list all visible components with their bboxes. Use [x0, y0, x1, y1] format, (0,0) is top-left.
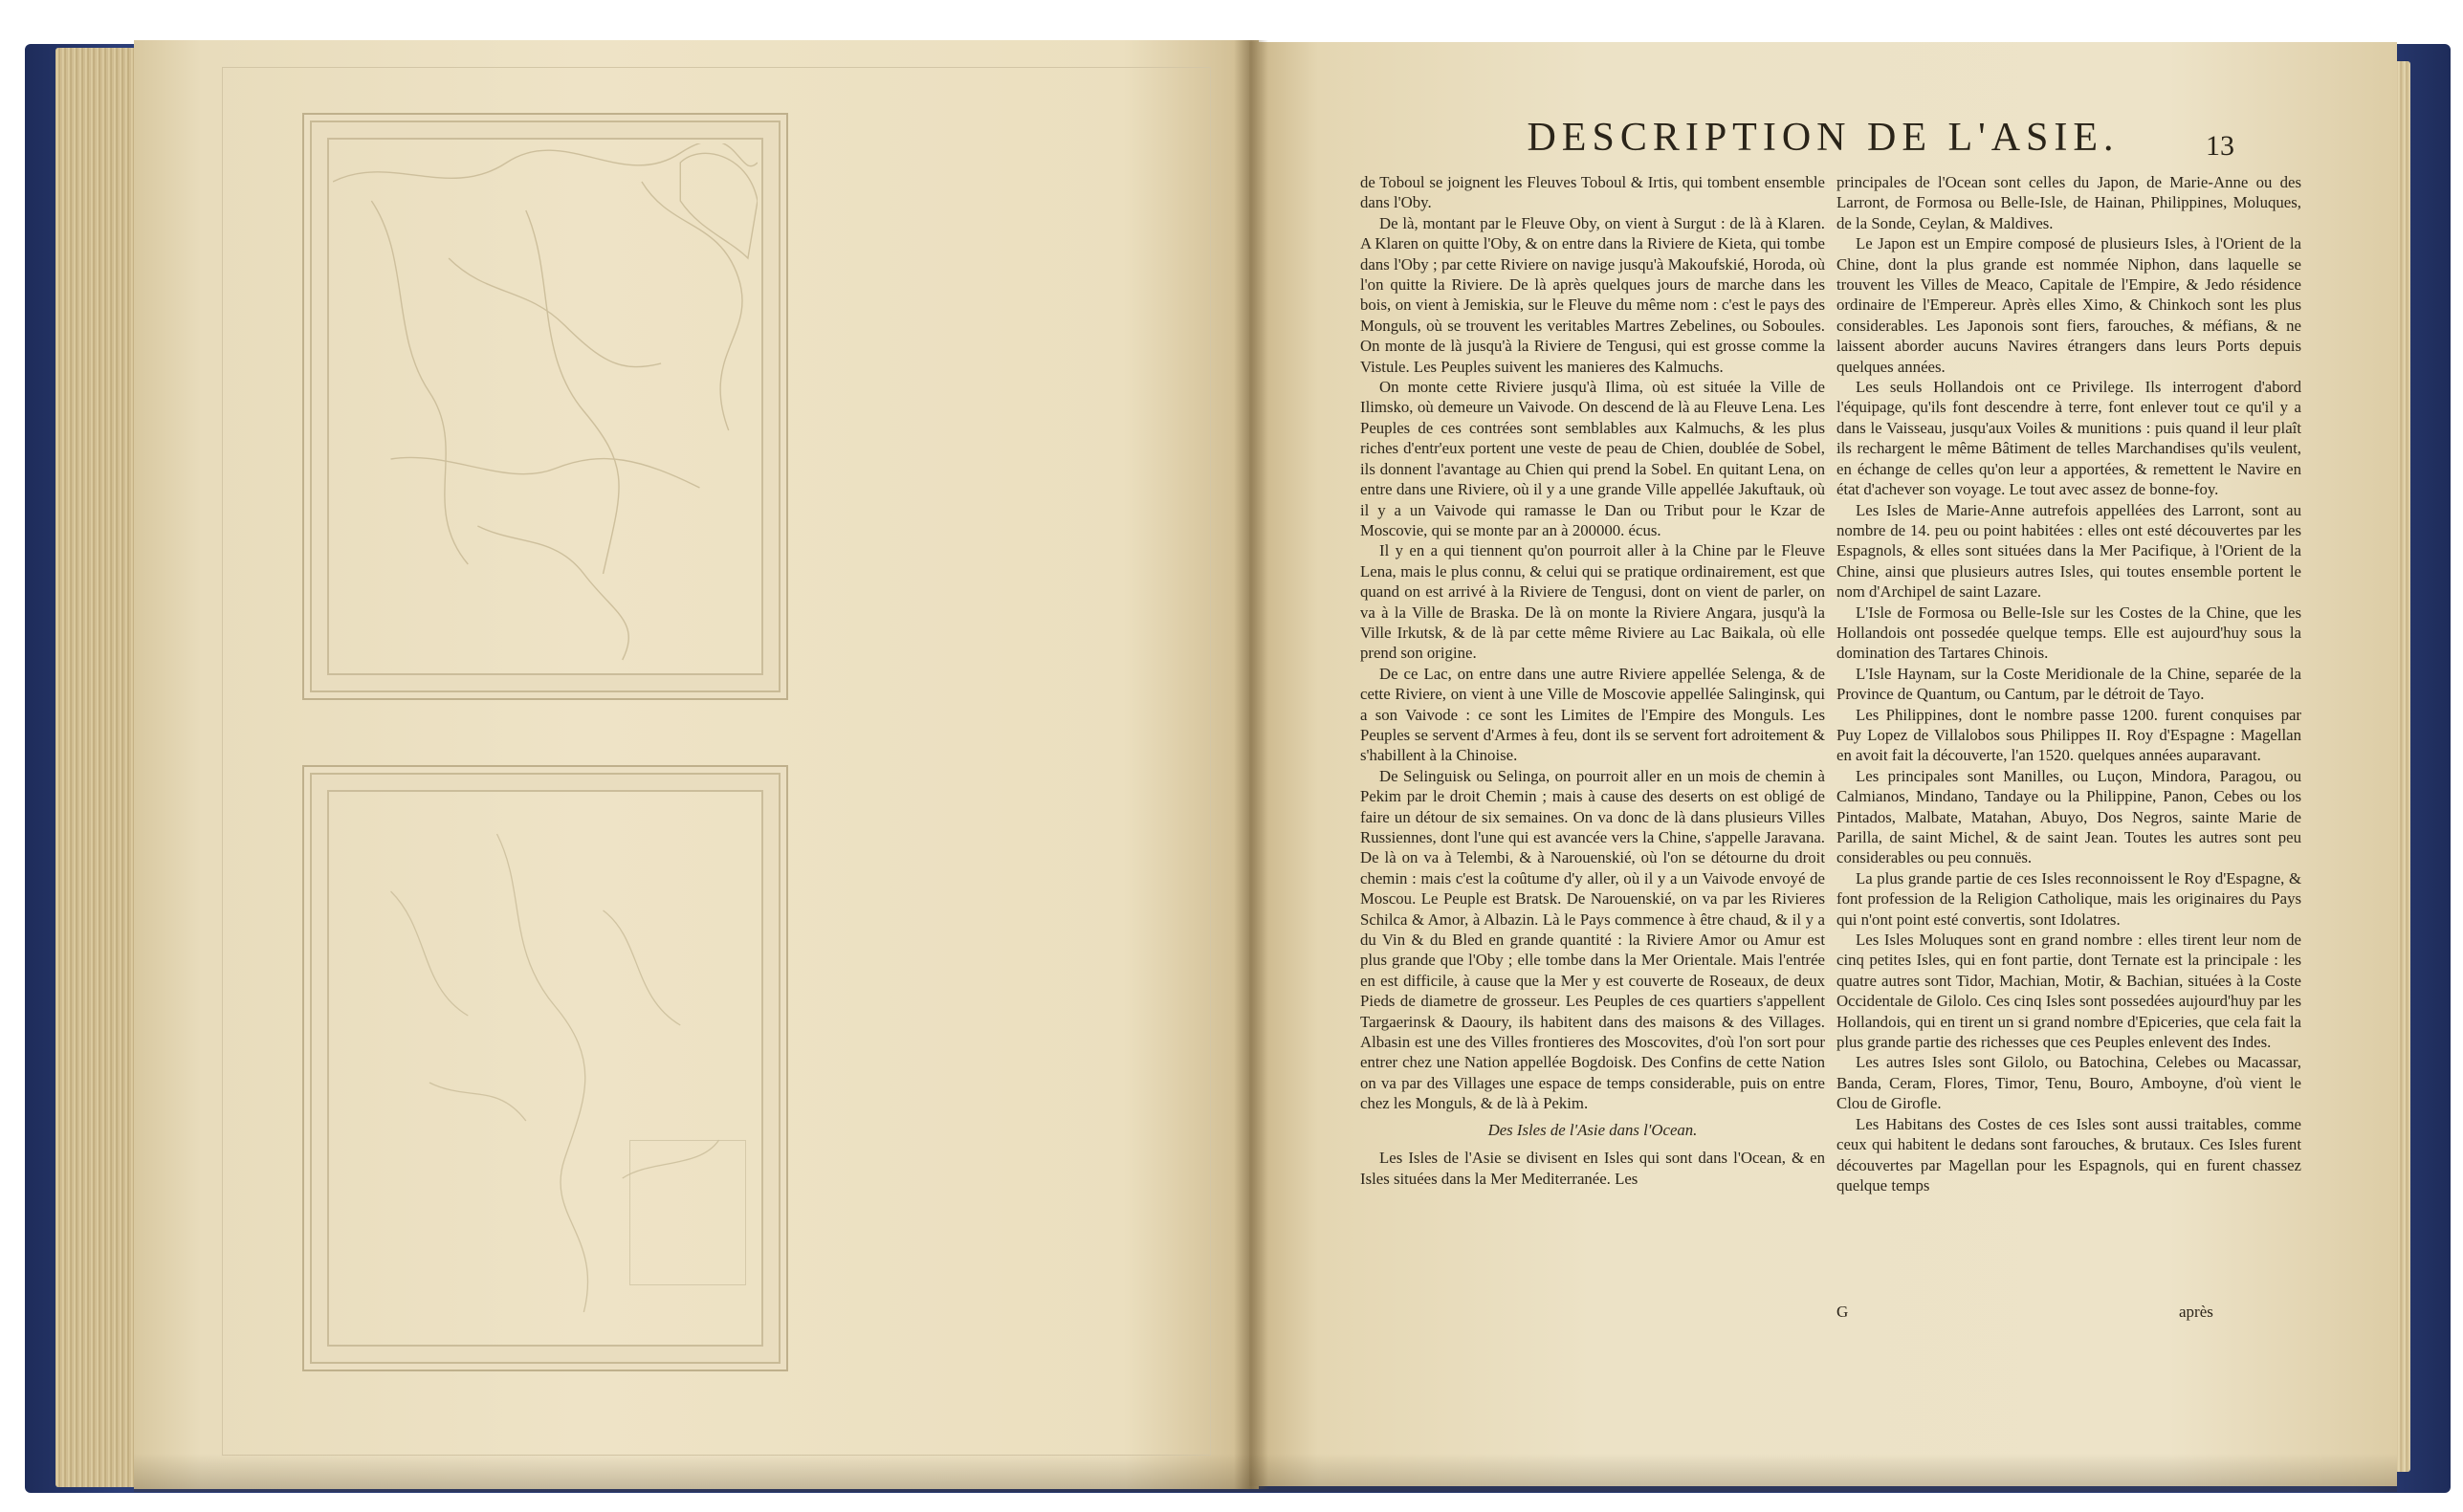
paragraph: principales de l'Ocean sont celles du Japon, de Marie-Anne ou des Larront, de Formosa ou Belle-Isle, de Hainan, Philippines, Moluques, de la Sonde, Ceylan, & Maldives.	[1836, 173, 2301, 232]
paragraph: Les principales sont Manilles, ou Luçon, Mindora, Paragou, ou Calmianos, Mindano, Tandaye ou la Philippine, Panon, Cebes ou los Pintados, Malbate, Matahan, Abuyo, Dos Negros, sainte Marie de Parilla, de saint Michel, & de saint Jean. Toutes les autres sont peu considerables ou peu connuës.	[1836, 766, 2301, 867]
paragraph: L'Isle Haynam, sur la Coste Meridionale de la Chine, separée de la Province de Quantum, ou Cantum, par le détroit de Tayo.	[1836, 664, 2301, 704]
paragraph: Les Habitans des Costes de ces Isles sont aussi traitables, comme ceux qui habitent le dedans sont farouches, & brutaux. Ces Isles furent découvertes par Magellan pour les Espagnols, qui en furent chassez quelque temps	[1836, 1114, 2301, 1194]
paragraph: La plus grande partie de ces Isles reconnoissent le Roy d'Espagne, & font profession de la Religion Catholique, mais les originaires du Pays qui n'ont point esté convertis, sont Idolatres.	[1836, 868, 2301, 929]
section-heading: Des Isles de l'Asie dans l'Ocean.	[1487, 1120, 1698, 1139]
paragraph: Les autres Isles sont Gilolo, ou Batochina, Celebes ou Macassar, Banda, Ceram, Flores, Timor, Tenu, Bouro, Amboyne, d'où vient le Clou de Girofle.	[1836, 1053, 2301, 1113]
paragraph: Il y en a qui tiennent qu'on pourroit aller à la Chine par le Fleuve Lena, mais le plus connu, & celui qui se pratique ordinairement, est que quand on est arrivé à la Riviere de Tengusi, dont on vient de parler, on va à la Ville de Braska. De là on monte la Riviere Angara, jusqu'à la Ville Irkutsk, & de là par cette même Riviere au Lac Baikala, où elle prend son origine.	[1360, 541, 1825, 663]
page-number: 13	[2206, 130, 2234, 162]
paragraph: Les Isles de Marie-Anne autrefois appellées des Larront, sont au nombre de 14. peu ou point habitées : elles ont esté découvertes par les Espagnols, & elles sont situées dans la Mer Pacifique, à l'Orient de la Chine, ainsi que plusieurs autres Isles, qui toutes ensemble portent le nom d'Archipel de saint Lazare.	[1836, 500, 2301, 602]
book-gutter	[1234, 40, 1268, 1489]
paragraph: De Selinguisk ou Selinga, on pourroit aller en un mois de chemin à Pekim par le droit Chemin ; mais à cause des deserts on est obligé de faire un détour de six semaines. On va donc de là dans plusieurs Villes Russiennes, dont l'une qui est avancée vers la Chine, s'appelle Jaravana. De là on va à Telembi, & à Narouenskié, où l'on se détourne du droit chemin : mais c'est la coûtume d'y aller, où il y a un Vaivode envoyé de Moscou. Le Peuple est Bratsk. De Narouenskié, on va par les Rivieres Schilca & Amor, à Albazin. Là le Pays commence à être chaud, & il y a du Vin & du Bled en grande quantité : la Riviere Amor ou Amur est plus grande que l'Oby ; elle tombe dans la Mer Orientale. Mais l'entrée en est difficile, à cause que la Mer y est couverte de Roseaux, de deux Pieds de diametre de grosseur. Les Peuples de ces quartiers s'appellent Targaerinsk & Daoury, ils habitent dans des maisons & des Villages. Albasin est une des Villes frontieres des Moscovites, d'où l'on sort pour entrer chez une Nation appellée Bogdoisk. Des Confins de cette Nation on va par des Villages une espace de temps considerable, puis on entre chez les Monguls, & de là à Pekim.	[1360, 766, 1825, 1113]
faded-map-top	[302, 113, 788, 700]
paragraph: De ce Lac, on entre dans une autre Riviere appellée Selenga, & de cette Riviere, on vient à une Ville de Moscovie appellée Salinginsk, qui a son Vaivode : ce sont les Limites de l'Empire des Monguls. Les Peuples se servent d'Armes à feu, dont ils se servent fort adroitement & s'habillent à la Chinoise.	[1360, 664, 1825, 765]
paragraph: Les seuls Hollandois ont ce Privilege. Ils interrogent d'abord l'équipage, qu'ils font descendre à terre, font enlever tout ce qu'il y a dans le Vaisseau, jusqu'aux Voiles & munitions : puis quand il leur plaît ils rechargent le même Bâtiment de telles Marchandises qu'ils veulent, en échange de celles qu'on leur a apportées, & remettent le Navire en état d'achever son voyage. Le tout avec assez de bonne-foy.	[1836, 378, 2301, 499]
paragraph: L'Isle de Formosa ou Belle-Isle sur les Costes de la Chine, que les Hollandois ont possedée quelque temps. Elle est aujourd'huy sous la domination des Tartares Chinois.	[1836, 603, 2301, 663]
text-column-right	[1836, 172, 2301, 1195]
paragraph: De là, montant par le Fleuve Oby, on vient à Surgut : de là à Klaren. A Klaren on quitte l'Oby, & on entre dans la Riviere de Kieta, qui tombe dans l'Oby ; par cette Riviere on navige jusqu'à Makoufskié, Horoda, où l'on quitte la Riviere. De là après quelques jours de marche dans les bois, on vient à Jemiskia, sur le Fleuve du même nom : c'est le pays des Monguls, où se trouvent les veritables Martres Zebelines, ou Soboules. On monte de là jusqu'à la Riviere de Tengusi, qui est grosse comme la Vistule. Les Peuples suivent les manieres des Kalmuchs.	[1360, 213, 1825, 376]
map-cartouche	[629, 1140, 746, 1285]
text-column-left	[1360, 172, 1825, 1189]
paragraph: Le Japon est un Empire composé de plusieurs Isles, à l'Orient de la Chine, dont la plus grande est nommée Niphon, dans laquelle se trouvent les Villes de Meaco, Capitale de l'Empire, & Jedo résidence ordinaire de l'Empereur. Après elles Ximo, & Chinkoch sont les plus considerables. Les Japonois sont fiers, farouches, & méfians, & ne laissent aborder aucuns Navires étrangers dans leurs Ports depuis quelques années.	[1836, 234, 2301, 376]
page-title: DESCRIPTION DE L'ASIE.	[1527, 116, 2120, 160]
paragraph: Les Isles Moluques sont en grand nombre : elles tirent leur nom de cinq petites Isles, qui en font partie, dont Ternate est la principale : les quatre autres sont Tidor, Machian, Motir, & Bachian, situées à la Coste Occidentale de Gilolo. Ces cinq Isles sont possedées aujourd'huy par les Hollandois, qui en tirent un si grand nombre d'Epiceries, que cela fait la plus grande partie des richesses que ces Peuples enlevent des Indes.	[1836, 931, 2301, 1052]
paragraph: Les Philippines, dont le nombre passe 1200. furent conquises par Puy Lopez de Villalobos sous Philippes II. Roy d'Espagne : Magellan en avoit fait la découverte, l'an 1520. quelques années auparavant.	[1836, 705, 2301, 765]
paragraph: Les Isles de l'Asie se divisent en Isles qui sont dans l'Ocean, & en Isles situées dans la Mer Mediterranée. Les	[1360, 1149, 1825, 1188]
signature-mark: G	[1836, 1303, 1849, 1321]
catchword: après	[2179, 1303, 2213, 1321]
paragraph: On monte cette Riviere jusqu'à Ilima, où est située la Ville de Ilimsko, où demeure un Vaivode. On descend de là au Fleuve Lena. Les Peuples de ces contrées sont semblables aux Kalmuchs, & les plus riches d'entr'eux portent une veste de peau de Chien, doublée de Sobel, ils donnent l'avantage au Chien qui prend la Sobel. En quitant Lena, on entre dans une Riviere, où il y a une grande Ville appellée Jakuftauk, où il y a un Vaivode qui ramasse le Dan ou Tribut pour le Kzar de Moscovie, qui se monte par an à 200000. écus.	[1360, 378, 1825, 539]
page-shadow	[134, 1454, 2397, 1492]
faded-map-bottom	[302, 765, 788, 1371]
paragraph: de Toboul se joignent les Fleuves Toboul & Irtis, qui tombent ensemble dans l'Oby.	[1360, 173, 1825, 212]
map-coastline-sketch	[333, 143, 758, 669]
